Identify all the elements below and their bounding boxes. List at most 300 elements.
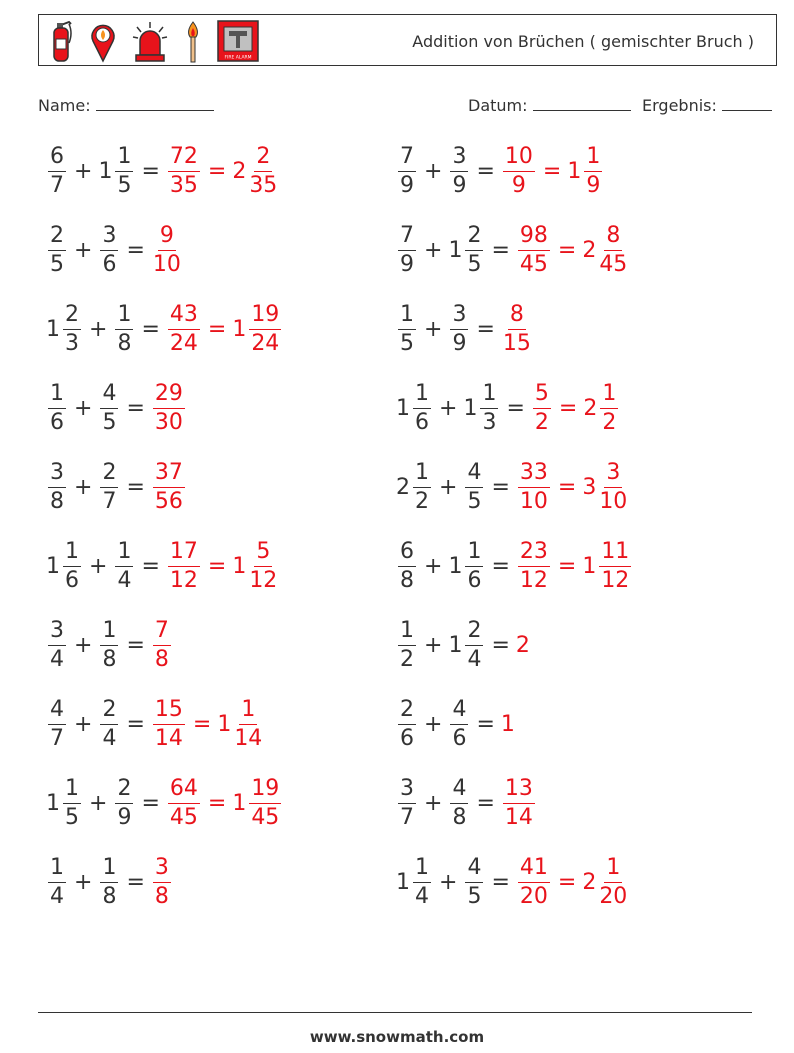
numerator: 98 bbox=[518, 225, 550, 251]
plus-sign: + bbox=[424, 711, 443, 737]
denominator: 2 bbox=[534, 409, 549, 435]
problem-item bbox=[396, 298, 533, 360]
denominator: 14 bbox=[234, 725, 263, 751]
denominator: 4 bbox=[467, 646, 482, 672]
fraction bbox=[398, 143, 416, 198]
result-field bbox=[642, 94, 772, 115]
numerator: 4 bbox=[465, 857, 483, 883]
plus-sign: + bbox=[424, 553, 443, 579]
answer bbox=[531, 380, 620, 435]
footer-url: www.snowmath.com bbox=[309, 1028, 485, 1046]
denominator: 5 bbox=[467, 488, 482, 514]
numerator: 4 bbox=[100, 383, 118, 409]
fire-alarm-box-icon bbox=[217, 19, 259, 63]
problem-item bbox=[396, 140, 604, 202]
fraction bbox=[450, 143, 468, 198]
equals-sign: = bbox=[207, 790, 227, 816]
fraction bbox=[249, 301, 281, 356]
result-blank[interactable] bbox=[722, 94, 772, 111]
denominator: 8 bbox=[117, 330, 132, 356]
numerator: 2 bbox=[465, 620, 483, 646]
fraction bbox=[398, 301, 416, 356]
fraction bbox=[100, 854, 118, 909]
problem-item bbox=[46, 377, 187, 439]
fraction bbox=[153, 696, 185, 751]
problem-item bbox=[396, 456, 629, 518]
fraction bbox=[153, 617, 171, 672]
denominator: 2 bbox=[602, 409, 617, 435]
equals-sign: = bbox=[126, 237, 145, 263]
fraction bbox=[153, 854, 171, 909]
problem-item bbox=[46, 140, 279, 202]
problem-item bbox=[46, 535, 279, 597]
fraction bbox=[518, 538, 550, 593]
numerator: 19 bbox=[249, 778, 281, 804]
plus-sign: + bbox=[74, 474, 93, 500]
denominator: 6 bbox=[50, 409, 64, 435]
numerator: 23 bbox=[518, 541, 550, 567]
answer bbox=[151, 222, 183, 277]
fraction bbox=[533, 380, 551, 435]
equals-sign: = bbox=[557, 869, 577, 895]
numerator: 17 bbox=[168, 541, 200, 567]
fraction bbox=[168, 775, 200, 830]
numerator: 1 bbox=[115, 304, 133, 330]
denominator: 5 bbox=[102, 409, 117, 435]
equals-sign: = bbox=[476, 711, 495, 737]
plus-sign: + bbox=[74, 869, 93, 895]
denominator: 7 bbox=[50, 725, 64, 751]
fraction bbox=[100, 459, 118, 514]
answer bbox=[166, 538, 279, 593]
problem-item bbox=[46, 693, 264, 755]
numerator: 8 bbox=[604, 225, 622, 251]
fire-location-pin-icon bbox=[89, 19, 117, 63]
fraction bbox=[115, 538, 133, 593]
numerator: 3 bbox=[48, 462, 66, 488]
denominator: 8 bbox=[452, 804, 467, 830]
equals-sign: = bbox=[476, 316, 495, 342]
answer bbox=[151, 380, 187, 435]
numerator: 15 bbox=[153, 699, 185, 725]
equals-sign: = bbox=[491, 237, 510, 263]
numerator: 11 bbox=[599, 541, 631, 567]
denominator: 6 bbox=[65, 567, 79, 593]
numerator: 41 bbox=[518, 857, 550, 883]
fraction bbox=[63, 775, 81, 830]
fraction bbox=[168, 301, 200, 356]
answer bbox=[151, 696, 264, 751]
denominator: 5 bbox=[65, 804, 79, 830]
equals-sign: = bbox=[491, 632, 510, 658]
numerator: 3 bbox=[398, 778, 416, 804]
denominator: 8 bbox=[154, 883, 169, 909]
numerator: 43 bbox=[168, 304, 200, 330]
plus-sign: + bbox=[89, 553, 108, 579]
whole-number: 1 bbox=[232, 790, 247, 816]
denominator: 8 bbox=[154, 646, 169, 672]
whole-number: 2 bbox=[515, 632, 530, 658]
answer bbox=[166, 775, 283, 830]
date-blank[interactable] bbox=[533, 94, 631, 111]
denominator: 45 bbox=[519, 251, 548, 277]
equals-sign: = bbox=[558, 395, 578, 421]
equals-sign: = bbox=[141, 553, 160, 579]
footer-divider bbox=[38, 1012, 752, 1013]
denominator: 10 bbox=[152, 251, 181, 277]
fraction bbox=[599, 854, 628, 909]
denominator: 7 bbox=[50, 172, 64, 198]
denominator: 12 bbox=[519, 567, 548, 593]
name-label: Name: bbox=[38, 96, 91, 115]
denominator: 5 bbox=[400, 330, 414, 356]
fraction bbox=[413, 380, 431, 435]
fraction bbox=[465, 854, 483, 909]
alarm-siren-icon bbox=[131, 19, 169, 63]
numerator: 72 bbox=[168, 146, 200, 172]
numerator: 1 bbox=[600, 383, 618, 409]
numerator: 5 bbox=[533, 383, 551, 409]
denominator: 5 bbox=[467, 883, 482, 909]
denominator: 9 bbox=[452, 330, 467, 356]
plus-sign: + bbox=[74, 711, 93, 737]
numerator: 29 bbox=[153, 383, 185, 409]
denominator: 6 bbox=[102, 251, 117, 277]
fraction bbox=[450, 775, 468, 830]
denominator: 6 bbox=[400, 725, 414, 751]
alarm-box-label: FIRE ALARM bbox=[224, 55, 252, 61]
whole-number: 3 bbox=[582, 474, 597, 500]
numerator: 1 bbox=[604, 857, 622, 883]
answer bbox=[516, 222, 629, 277]
whole-number: 2 bbox=[232, 158, 247, 184]
answer bbox=[501, 301, 533, 356]
fraction bbox=[480, 380, 498, 435]
answer bbox=[501, 775, 537, 830]
numerator: 3 bbox=[450, 304, 468, 330]
fraction bbox=[450, 301, 468, 356]
problem-item bbox=[396, 772, 537, 834]
fraction bbox=[398, 696, 416, 751]
fraction bbox=[168, 538, 200, 593]
denominator: 45 bbox=[251, 804, 280, 830]
denominator: 15 bbox=[502, 330, 531, 356]
denominator: 10 bbox=[519, 488, 548, 514]
denominator: 7 bbox=[400, 804, 414, 830]
denominator: 5 bbox=[50, 251, 64, 277]
denominator: 20 bbox=[599, 883, 628, 909]
numerator: 9 bbox=[158, 225, 176, 251]
denominator: 2 bbox=[415, 488, 429, 514]
numerator: 1 bbox=[465, 541, 483, 567]
whole-number: 1 bbox=[396, 869, 410, 895]
equals-sign: = bbox=[141, 790, 160, 816]
fraction bbox=[398, 222, 416, 277]
numerator: 64 bbox=[168, 778, 200, 804]
answer bbox=[501, 143, 604, 198]
fraction bbox=[100, 617, 118, 672]
fraction bbox=[465, 538, 483, 593]
answer bbox=[516, 538, 633, 593]
fraction bbox=[249, 538, 278, 593]
fraction bbox=[63, 538, 81, 593]
problem-item bbox=[396, 535, 633, 597]
problem-item bbox=[396, 614, 531, 676]
date-label: Datum: bbox=[468, 96, 528, 115]
fraction bbox=[600, 380, 618, 435]
equals-sign: = bbox=[141, 158, 160, 184]
equals-sign: = bbox=[542, 158, 562, 184]
fraction bbox=[234, 696, 263, 751]
plus-sign: + bbox=[74, 237, 93, 263]
fraction bbox=[465, 617, 483, 672]
result-label: Ergebnis: bbox=[642, 96, 717, 115]
denominator: 5 bbox=[117, 172, 132, 198]
numerator: 1 bbox=[398, 304, 416, 330]
numerator: 1 bbox=[239, 699, 257, 725]
plus-sign: + bbox=[424, 632, 443, 658]
denominator: 9 bbox=[117, 804, 132, 830]
problem-item bbox=[46, 298, 283, 360]
fraction bbox=[48, 696, 66, 751]
numerator: 1 bbox=[63, 541, 81, 567]
denominator: 14 bbox=[154, 725, 183, 751]
numerator: 1 bbox=[48, 383, 66, 409]
whole-number: 1 bbox=[46, 553, 60, 579]
numerator: 1 bbox=[398, 620, 416, 646]
numerator: 37 bbox=[153, 462, 185, 488]
plus-sign: + bbox=[439, 474, 458, 500]
whole-number: 1 bbox=[448, 553, 463, 579]
fraction bbox=[168, 143, 200, 198]
numerator: 13 bbox=[503, 778, 535, 804]
numerator: 8 bbox=[508, 304, 526, 330]
numerator: 2 bbox=[398, 699, 416, 725]
equals-sign: = bbox=[126, 869, 145, 895]
answer bbox=[516, 459, 629, 514]
numerator: 7 bbox=[153, 620, 171, 646]
whole-number: 1 bbox=[232, 553, 247, 579]
whole-number: 1 bbox=[46, 790, 60, 816]
plus-sign: + bbox=[89, 790, 108, 816]
equals-sign: = bbox=[557, 237, 577, 263]
numerator: 3 bbox=[48, 620, 66, 646]
name-field bbox=[38, 94, 214, 115]
equals-sign: = bbox=[207, 158, 227, 184]
plus-sign: + bbox=[424, 158, 443, 184]
problem-item bbox=[46, 614, 173, 676]
problem-item bbox=[396, 377, 620, 439]
plus-sign: + bbox=[424, 237, 443, 263]
fraction bbox=[450, 696, 468, 751]
header-icons bbox=[47, 19, 259, 63]
numerator: 3 bbox=[100, 225, 118, 251]
answer bbox=[151, 617, 173, 672]
fraction bbox=[599, 459, 628, 514]
whole-number: 1 bbox=[463, 395, 478, 421]
denominator: 8 bbox=[400, 567, 414, 593]
numerator: 2 bbox=[115, 778, 133, 804]
denominator: 4 bbox=[117, 567, 132, 593]
worksheet-title: Addition von Brüchen ( gemischter Bruch ) bbox=[412, 32, 754, 51]
fraction bbox=[63, 301, 81, 356]
whole-number: 1 bbox=[232, 316, 247, 342]
whole-number: 1 bbox=[217, 711, 232, 737]
equals-sign: = bbox=[141, 316, 160, 342]
numerator: 2 bbox=[465, 225, 483, 251]
equals-sign: = bbox=[126, 632, 145, 658]
date-field bbox=[468, 94, 631, 115]
numerator: 3 bbox=[604, 462, 622, 488]
fraction bbox=[502, 301, 531, 356]
answer bbox=[151, 854, 173, 909]
denominator: 7 bbox=[102, 488, 117, 514]
fraction bbox=[398, 775, 416, 830]
denominator: 9 bbox=[586, 172, 601, 198]
equals-sign: = bbox=[476, 158, 495, 184]
plus-sign: + bbox=[439, 395, 458, 421]
whole-number: 2 bbox=[396, 474, 410, 500]
fraction bbox=[584, 143, 602, 198]
answer bbox=[501, 712, 516, 737]
whole-number: 2 bbox=[582, 869, 597, 895]
fraction bbox=[152, 222, 181, 277]
fraction bbox=[249, 775, 281, 830]
problem-item bbox=[396, 693, 516, 755]
fraction bbox=[153, 459, 185, 514]
numerator: 1 bbox=[48, 857, 66, 883]
denominator: 10 bbox=[599, 488, 628, 514]
denominator: 12 bbox=[249, 567, 278, 593]
whole-number: 2 bbox=[583, 395, 598, 421]
denominator: 56 bbox=[154, 488, 183, 514]
problem-item bbox=[46, 772, 283, 834]
numerator: 5 bbox=[254, 541, 272, 567]
numerator: 7 bbox=[398, 146, 416, 172]
fraction bbox=[413, 854, 431, 909]
fraction bbox=[153, 380, 185, 435]
numerator: 1 bbox=[63, 778, 81, 804]
denominator: 45 bbox=[169, 804, 198, 830]
denominator: 9 bbox=[400, 172, 414, 198]
numerator: 1 bbox=[413, 383, 431, 409]
denominator: 6 bbox=[415, 409, 429, 435]
plus-sign: + bbox=[74, 158, 93, 184]
whole-number: 1 bbox=[448, 632, 463, 658]
denominator: 3 bbox=[65, 330, 79, 356]
denominator: 4 bbox=[102, 725, 117, 751]
numerator: 10 bbox=[503, 146, 535, 172]
numerator: 2 bbox=[48, 225, 66, 251]
numerator: 1 bbox=[584, 146, 602, 172]
fraction bbox=[100, 222, 118, 277]
fraction bbox=[249, 143, 278, 198]
fraction bbox=[398, 538, 416, 593]
whole-number: 2 bbox=[582, 237, 597, 263]
whole-number: 1 bbox=[500, 711, 515, 737]
numerator: 2 bbox=[254, 146, 272, 172]
equals-sign: = bbox=[557, 553, 577, 579]
denominator: 4 bbox=[50, 883, 64, 909]
numerator: 1 bbox=[115, 541, 133, 567]
fraction bbox=[518, 854, 550, 909]
numerator: 1 bbox=[480, 383, 498, 409]
fraction bbox=[48, 380, 66, 435]
answer bbox=[516, 633, 531, 658]
answer bbox=[166, 143, 279, 198]
fraction bbox=[115, 301, 133, 356]
numerator: 2 bbox=[100, 462, 118, 488]
numerator: 6 bbox=[398, 541, 416, 567]
numerator: 3 bbox=[450, 146, 468, 172]
denominator: 30 bbox=[154, 409, 183, 435]
plus-sign: + bbox=[424, 790, 443, 816]
whole-number: 1 bbox=[396, 395, 410, 421]
numerator: 4 bbox=[465, 462, 483, 488]
denominator: 14 bbox=[504, 804, 533, 830]
denominator: 9 bbox=[511, 172, 526, 198]
plus-sign: + bbox=[74, 395, 93, 421]
denominator: 35 bbox=[169, 172, 198, 198]
denominator: 20 bbox=[519, 883, 548, 909]
denominator: 8 bbox=[50, 488, 64, 514]
fraction bbox=[48, 459, 66, 514]
equals-sign: = bbox=[476, 790, 495, 816]
burning-match-icon bbox=[183, 19, 203, 63]
denominator: 6 bbox=[452, 725, 467, 751]
fraction bbox=[100, 696, 118, 751]
fraction bbox=[599, 538, 631, 593]
numerator: 1 bbox=[100, 857, 118, 883]
denominator: 5 bbox=[467, 251, 482, 277]
denominator: 3 bbox=[482, 409, 497, 435]
equals-sign: = bbox=[126, 474, 145, 500]
denominator: 24 bbox=[169, 330, 198, 356]
name-blank[interactable] bbox=[96, 94, 214, 111]
answer bbox=[151, 459, 187, 514]
fraction bbox=[398, 617, 416, 672]
fraction bbox=[48, 222, 66, 277]
fraction bbox=[413, 459, 431, 514]
numerator: 2 bbox=[63, 304, 81, 330]
equals-sign: = bbox=[207, 316, 227, 342]
fraction bbox=[100, 380, 118, 435]
fraction bbox=[599, 222, 628, 277]
whole-number: 1 bbox=[567, 158, 582, 184]
plus-sign: + bbox=[439, 869, 458, 895]
equals-sign: = bbox=[126, 395, 145, 421]
denominator: 9 bbox=[400, 251, 414, 277]
fraction bbox=[465, 222, 483, 277]
fraction bbox=[48, 617, 66, 672]
numerator: 1 bbox=[413, 857, 431, 883]
equals-sign: = bbox=[491, 553, 510, 579]
denominator: 35 bbox=[249, 172, 278, 198]
fraction bbox=[115, 143, 133, 198]
fire-extinguisher-icon bbox=[47, 19, 75, 63]
denominator: 8 bbox=[102, 646, 117, 672]
whole-number: 1 bbox=[448, 237, 463, 263]
fraction bbox=[48, 854, 66, 909]
equals-sign: = bbox=[192, 711, 212, 737]
denominator: 24 bbox=[251, 330, 280, 356]
numerator: 1 bbox=[100, 620, 118, 646]
numerator: 1 bbox=[115, 146, 133, 172]
plus-sign: + bbox=[424, 316, 443, 342]
numerator: 33 bbox=[518, 462, 550, 488]
denominator: 2 bbox=[400, 646, 414, 672]
numerator: 2 bbox=[100, 699, 118, 725]
